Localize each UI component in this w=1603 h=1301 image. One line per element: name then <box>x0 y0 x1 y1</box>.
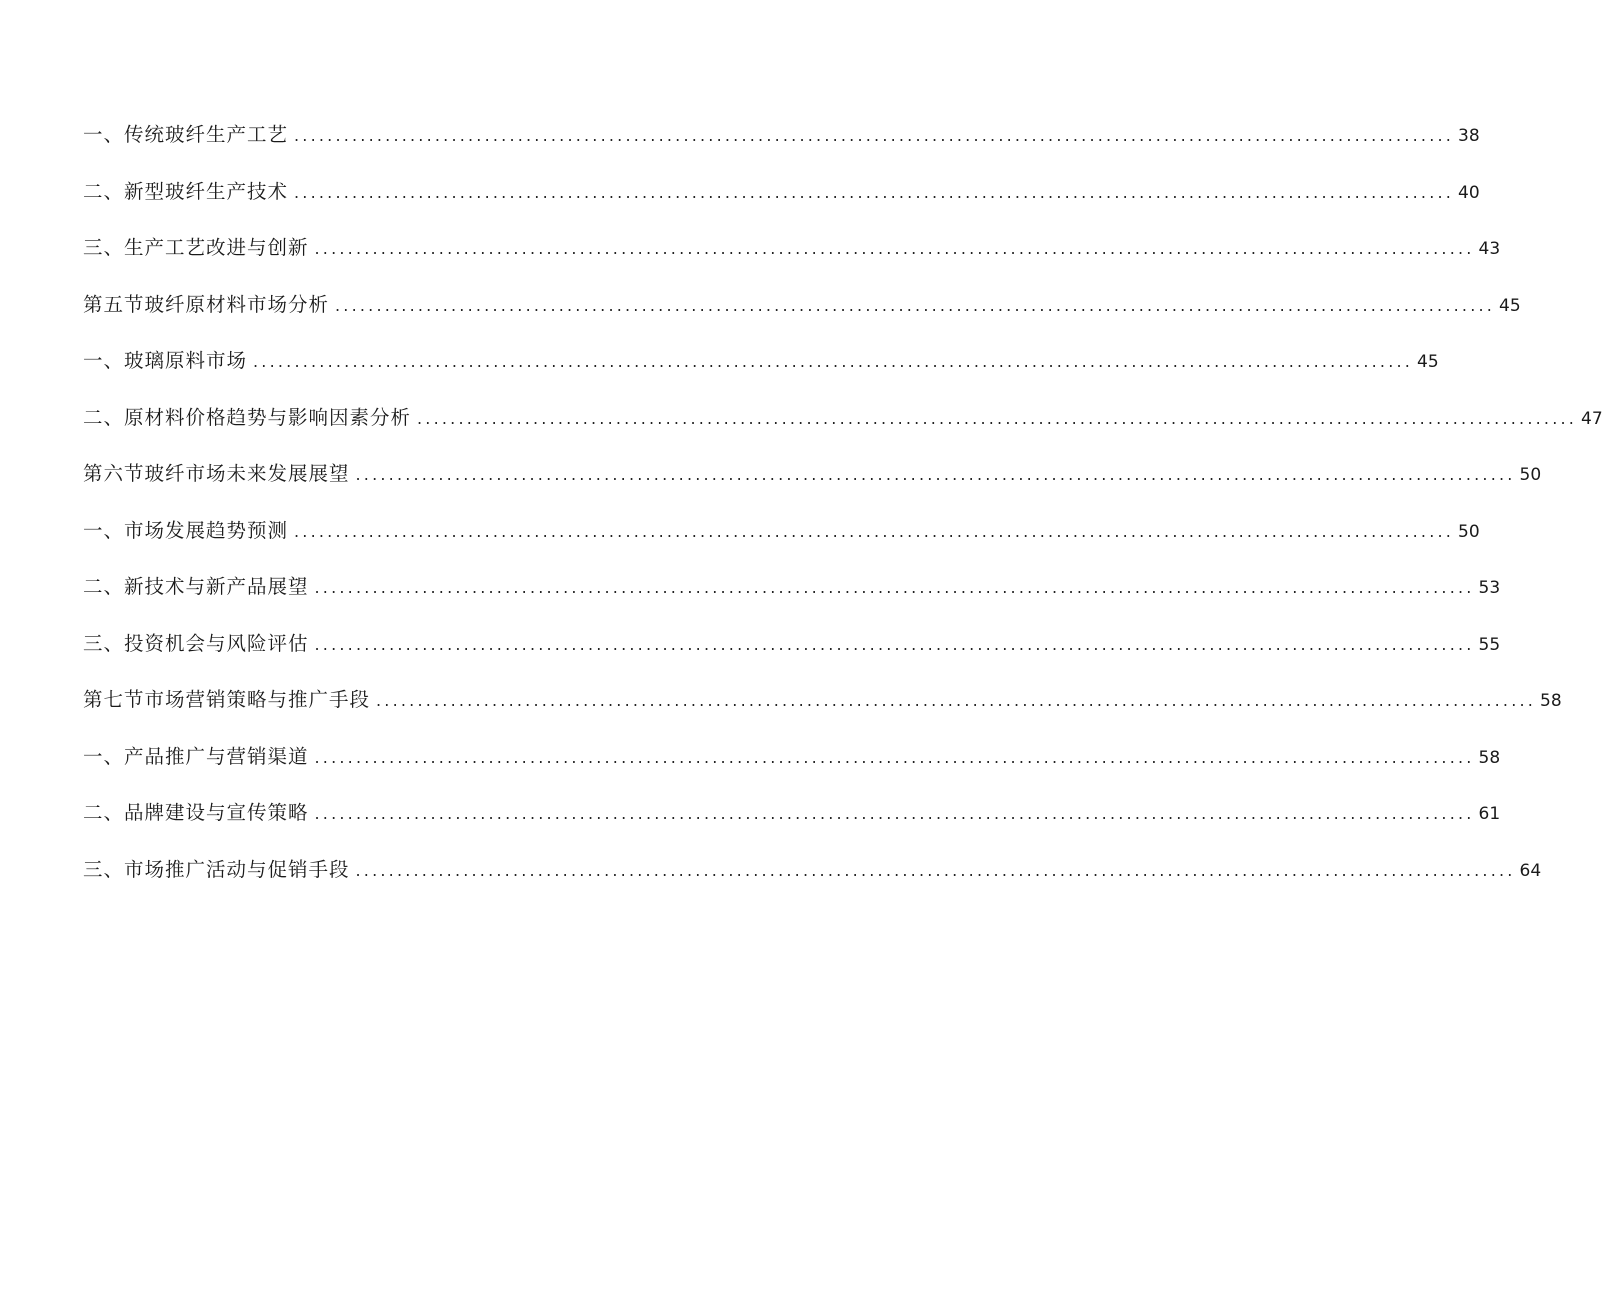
toc-dot-leader: ............................................................................................................................................ <box>355 465 1516 484</box>
toc-dot-leader: ............................................................................................................................................ <box>335 295 1496 315</box>
toc-page-number: 55 <box>1478 634 1501 655</box>
toc-entry-title: 二、新型玻纤生产技术 <box>83 179 289 203</box>
toc-entry-title: 一、产品推广与营销渠道 <box>83 744 309 768</box>
toc-entry[interactable] <box>83 624 1501 681</box>
toc-entry[interactable] <box>83 115 1480 172</box>
toc-entry-title: 第六节玻纤市场未来发展展望 <box>83 462 350 485</box>
toc-page-number: 45 <box>1499 295 1521 316</box>
toc-entry-title: 一、传统玻纤生产工艺 <box>83 123 289 146</box>
toc-entry-title: 二、新技术与新产品展望 <box>83 575 309 598</box>
toc-entry-title: 三、市场推广活动与促销手段 <box>83 857 350 881</box>
toc-page-number: 58 <box>1478 747 1501 768</box>
toc-page-number: 50 <box>1519 465 1542 485</box>
toc-dot-leader: ............................................................................................................................................ <box>376 691 1537 710</box>
toc-entry[interactable] <box>83 228 1501 285</box>
toc-entry[interactable] <box>83 793 1501 850</box>
toc-entry[interactable] <box>83 341 1439 398</box>
toc-entry[interactable] <box>83 737 1501 794</box>
toc-page-number: 45 <box>1417 352 1439 372</box>
toc-dot-leader: ............................................................................................................................................ <box>294 126 1455 145</box>
toc-entry[interactable] <box>83 680 1562 737</box>
toc-entry[interactable] <box>83 567 1501 624</box>
toc-page-number: 64 <box>1519 860 1542 881</box>
toc-entry[interactable] <box>83 398 1603 455</box>
toc-dot-leader: ............................................................................................................................................ <box>314 804 1475 823</box>
toc-entry[interactable] <box>83 285 1521 342</box>
toc-entry-title: 三、生产工艺改进与创新 <box>83 236 309 259</box>
toc-page-number: 58 <box>1540 691 1562 711</box>
toc-entry-title: 二、原材料价格趋势与影响因素分析 <box>83 405 412 429</box>
toc-dot-leader: ............................................................................................................................................ <box>253 352 1414 371</box>
toc-entry[interactable] <box>83 454 1542 511</box>
toc-page-number: 40 <box>1458 182 1480 203</box>
table-of-contents <box>83 115 1603 906</box>
toc-entry-title: 第五节玻纤原材料市场分析 <box>83 292 330 316</box>
toc-dot-leader: ............................................................................................................................................ <box>417 408 1578 428</box>
toc-page-number: 50 <box>1458 521 1480 542</box>
toc-page-number: 61 <box>1478 804 1501 824</box>
toc-page-number: 38 <box>1458 126 1480 146</box>
toc-page-number: 43 <box>1478 239 1501 259</box>
toc-entry[interactable] <box>83 172 1480 229</box>
toc-entry-title: 一、市场发展趋势预测 <box>83 518 289 542</box>
toc-entry[interactable] <box>83 850 1542 907</box>
toc-dot-leader: ............................................................................................................................................ <box>314 634 1475 654</box>
toc-entry-title: 第七节市场营销策略与推广手段 <box>83 688 371 711</box>
toc-dot-leader: ............................................................................................................................................ <box>294 521 1455 541</box>
toc-entry-title: 一、玻璃原料市场 <box>83 349 248 372</box>
toc-entry-title: 二、品牌建设与宣传策略 <box>83 801 309 824</box>
toc-entry-title: 三、投资机会与风险评估 <box>83 631 309 655</box>
toc-dot-leader: ............................................................................................................................................ <box>314 747 1475 767</box>
toc-dot-leader: ............................................................................................................................................ <box>314 239 1475 258</box>
toc-dot-leader: ............................................................................................................................................ <box>294 182 1455 202</box>
toc-dot-leader: ............................................................................................................................................ <box>314 578 1475 597</box>
toc-dot-leader: ............................................................................................................................................ <box>355 860 1516 880</box>
toc-page-number: 53 <box>1478 578 1501 598</box>
toc-entry[interactable] <box>83 511 1480 568</box>
toc-page-number: 47 <box>1581 408 1603 429</box>
